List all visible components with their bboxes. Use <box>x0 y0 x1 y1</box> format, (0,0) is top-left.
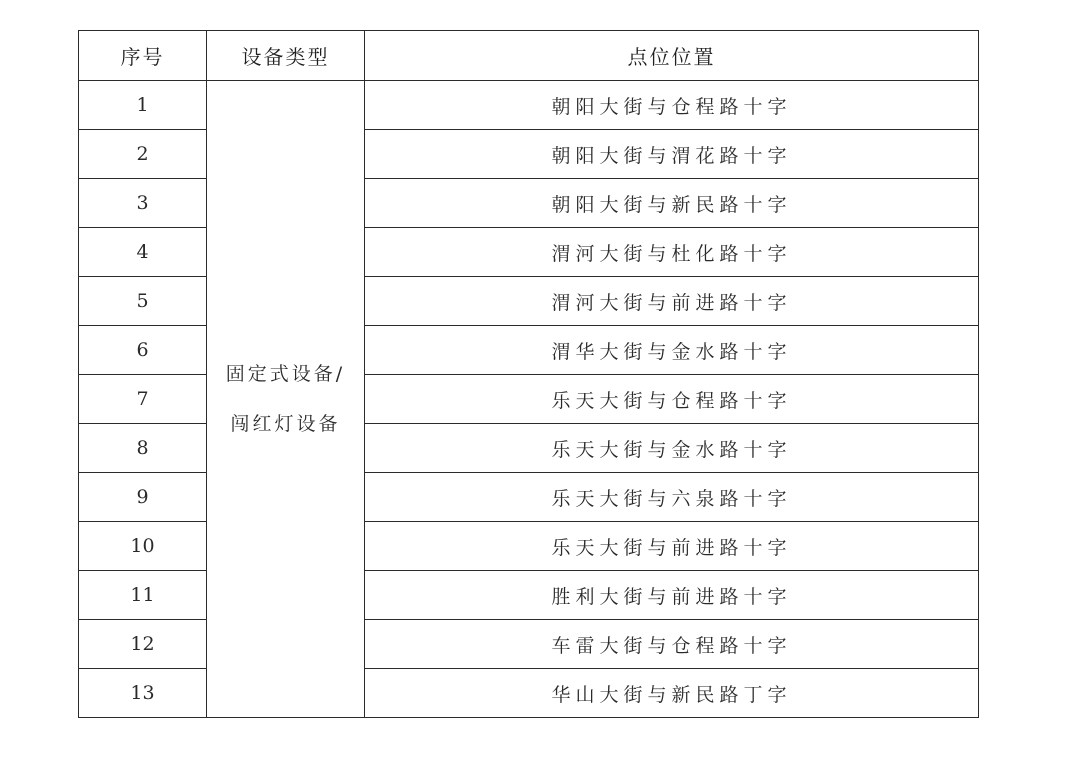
row-index-cell: 9 <box>79 473 207 522</box>
row-index-cell: 7 <box>79 375 207 424</box>
location-cell: 乐天大街与前进路十字 <box>365 522 979 571</box>
row-index-cell: 4 <box>79 228 207 277</box>
location-cell: 渭河大街与前进路十字 <box>365 277 979 326</box>
row-index-cell: 2 <box>79 130 207 179</box>
row-index-cell: 8 <box>79 424 207 473</box>
location-cell: 车雷大街与仓程路十字 <box>365 620 979 669</box>
location-cell: 渭华大街与金水路十字 <box>365 326 979 375</box>
row-index-cell: 3 <box>79 179 207 228</box>
row-index-cell: 6 <box>79 326 207 375</box>
device-type-cell <box>207 81 365 718</box>
row-index-cell: 10 <box>79 522 207 571</box>
row-index-cell: 1 <box>79 81 207 130</box>
table-row <box>79 81 979 130</box>
location-cell: 乐天大街与仓程路十字 <box>365 375 979 424</box>
device-type-line: 闯红灯设备 <box>230 413 341 435</box>
location-cell: 胜利大街与前进路十字 <box>365 571 979 620</box>
device-location-table <box>78 30 979 718</box>
header-device-type: 设备类型 <box>207 31 365 81</box>
location-cell: 渭河大街与杜化路十字 <box>365 228 979 277</box>
row-index-cell: 12 <box>79 620 207 669</box>
device-type-line: 固定式设备/ <box>225 363 346 385</box>
location-cell: 朝阳大街与新民路十字 <box>365 179 979 228</box>
location-cell: 朝阳大街与仓程路十字 <box>365 81 979 130</box>
table-header-row <box>79 31 979 81</box>
row-index-cell: 11 <box>79 571 207 620</box>
table-body <box>79 81 979 718</box>
location-cell: 朝阳大街与渭花路十字 <box>365 130 979 179</box>
header-location: 点位位置 <box>365 31 979 81</box>
row-index-cell: 13 <box>79 669 207 718</box>
location-cell: 华山大街与新民路丁字 <box>365 669 979 718</box>
header-index: 序号 <box>79 31 207 81</box>
location-cell: 乐天大街与六泉路十字 <box>365 473 979 522</box>
row-index-cell: 5 <box>79 277 207 326</box>
location-cell: 乐天大街与金水路十字 <box>365 424 979 473</box>
